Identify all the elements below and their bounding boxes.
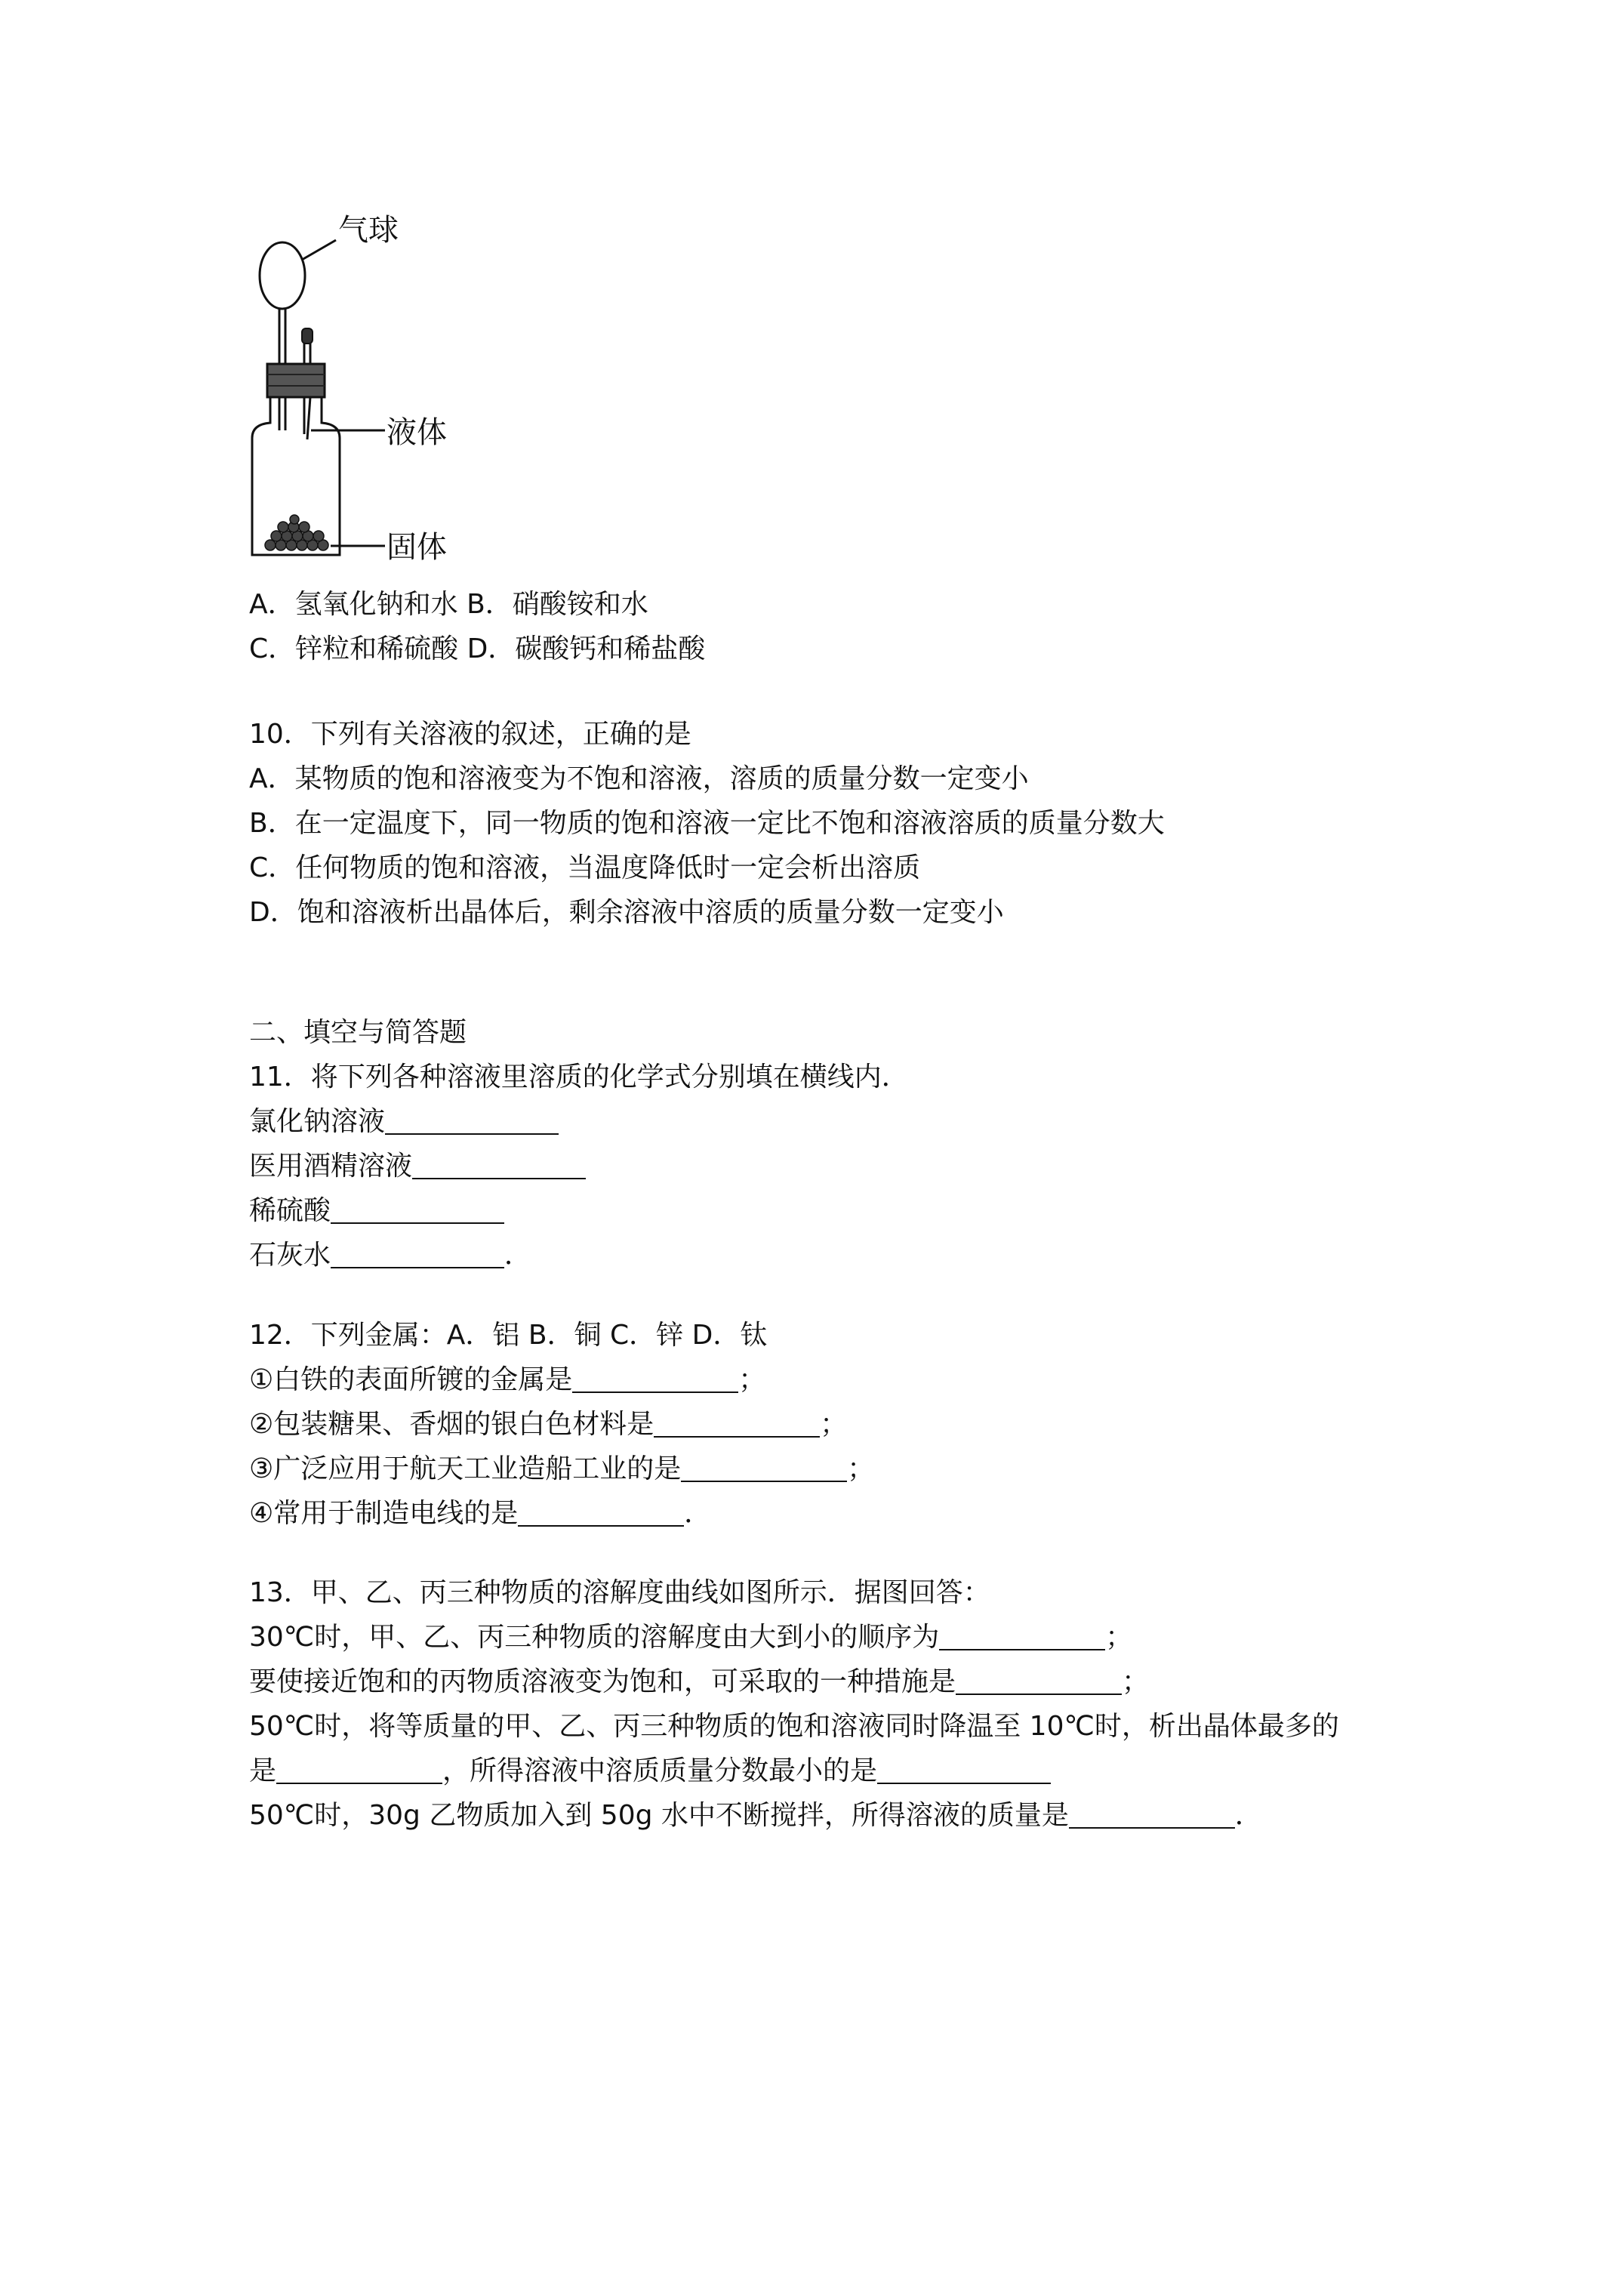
q10-option-c: C．任何物质的饱和溶液，当温度降低时一定会析出溶质: [249, 852, 921, 883]
liquid-label: 液体: [387, 415, 447, 450]
q11-item-4-label: 石灰水: [249, 1240, 331, 1271]
q12-stem: 12．下列金属：A．铝 B．铜 C．锌 D．钛: [249, 1320, 768, 1351]
solid-label: 固体: [387, 530, 447, 565]
end-mark: ．: [1234, 1800, 1262, 1831]
q13-stem: 13．甲、乙、丙三种物质的溶解度曲线如图所示．据图回答：: [249, 1577, 990, 1608]
q11-item-2: [249, 1144, 1487, 1188]
q11-item-1: [249, 1099, 1487, 1144]
q12-item-2-label: ②包装糖果、香烟的银白色材料是: [249, 1409, 654, 1440]
q9-options-line-1: A．氢氧化钠和水 B．硝酸铵和水: [249, 589, 648, 620]
semicolon-mark: ；: [847, 1453, 875, 1484]
semicolon-mark: ；: [1122, 1666, 1150, 1697]
q12-item-2: [249, 1402, 1487, 1447]
q12-item-4-label: ④常用于制造电线的是: [249, 1498, 519, 1529]
question-13: [249, 1570, 1487, 1838]
q13-line-2: [249, 1660, 1487, 1704]
q12-item-1: [249, 1358, 1487, 1402]
semicolon-mark: ；: [738, 1364, 766, 1395]
q12-item-3: [249, 1447, 1487, 1491]
end-mark: ．: [684, 1498, 712, 1529]
answer-blank[interactable]: [654, 1409, 820, 1438]
q11-item-4: [249, 1233, 1487, 1277]
answer-blank[interactable]: [412, 1151, 586, 1179]
question-12: [249, 1313, 1487, 1536]
answer-blank[interactable]: [1069, 1800, 1235, 1829]
section-2: [249, 1010, 1487, 1277]
q13-line-5-text: 50℃时，30g 乙物质加入到 50g 水中不断搅拌，所得溶液的质量是: [249, 1800, 1069, 1831]
q11-item-3-label: 稀硫酸: [249, 1195, 331, 1226]
answer-blank[interactable]: [385, 1106, 559, 1135]
q10-stem: 10．下列有关溶液的叙述，正确的是: [249, 719, 691, 750]
q13-line-4-start: 是: [249, 1755, 277, 1786]
q11-stem: 11．将下列各种溶液里溶质的化学式分别填在横线内．: [249, 1062, 909, 1093]
semicolon-mark: ；: [1105, 1622, 1133, 1653]
q11-item-3: [249, 1188, 1487, 1233]
answer-blank[interactable]: [276, 1755, 442, 1784]
answer-blank[interactable]: [939, 1622, 1105, 1650]
q10-option-b: B．在一定温度下，同一物质的饱和溶液一定比不饱和溶液溶质的质量分数大: [249, 808, 1165, 839]
balloon-shape: [260, 242, 305, 309]
q11-item-2-label: 医用酒精溶液: [249, 1151, 413, 1182]
q12-item-3-label: ③广泛应用于航天工业造船工业的是: [249, 1453, 682, 1484]
stopper-shape: [267, 364, 325, 397]
answer-blank[interactable]: [572, 1364, 738, 1393]
q12-item-1-label: ①白铁的表面所镀的金属是: [249, 1364, 573, 1395]
question-9-options: [249, 582, 1487, 671]
answer-blank[interactable]: [331, 1195, 504, 1224]
answer-blank[interactable]: [877, 1755, 1051, 1784]
answer-blank[interactable]: [681, 1453, 847, 1482]
answer-blank[interactable]: [956, 1666, 1122, 1695]
q13-line-3: 50℃时，将等质量的甲、乙、丙三种物质的饱和溶液同时降温至 10℃时，析出晶体最多的: [249, 1711, 1339, 1742]
apparatus-figure: [242, 204, 491, 566]
solid-granules: [265, 515, 328, 550]
q13-line-4-middle: ，所得溶液中溶质质量分数最小的是: [442, 1755, 878, 1786]
q11-item-1-label: 氯化钠溶液: [249, 1106, 386, 1137]
q10-option-a: A．某物质的饱和溶液变为不饱和溶液，溶质的质量分数一定变小: [249, 763, 1029, 794]
balloon-label: 气球: [338, 213, 399, 248]
q13-line-5: [249, 1793, 1487, 1838]
answer-blank[interactable]: [331, 1240, 504, 1268]
q13-line-2-text: 要使接近饱和的丙物质溶液变为饱和，可采取的一种措施是: [249, 1666, 956, 1697]
q12-item-4: [249, 1491, 1487, 1536]
flask-balloon-diagram: [242, 204, 491, 566]
answer-blank[interactable]: [518, 1498, 684, 1527]
end-mark: ．: [504, 1240, 532, 1271]
semicolon-mark: ；: [820, 1409, 848, 1440]
q13-line-4: [249, 1749, 1487, 1793]
q13-line-1-text: 30℃时，甲、乙、丙三种物质的溶解度由大到小的顺序为: [249, 1622, 940, 1653]
section-2-title: 二、填空与简答题: [249, 1017, 467, 1048]
q9-options-line-2: C．锌粒和稀硫酸 D．碳酸钙和稀盐酸: [249, 633, 706, 664]
q10-option-d: D．饱和溶液析出晶体后，剩余溶液中溶质的质量分数一定变小: [249, 897, 1004, 928]
q13-line-1: [249, 1615, 1487, 1660]
question-10: [249, 712, 1487, 935]
